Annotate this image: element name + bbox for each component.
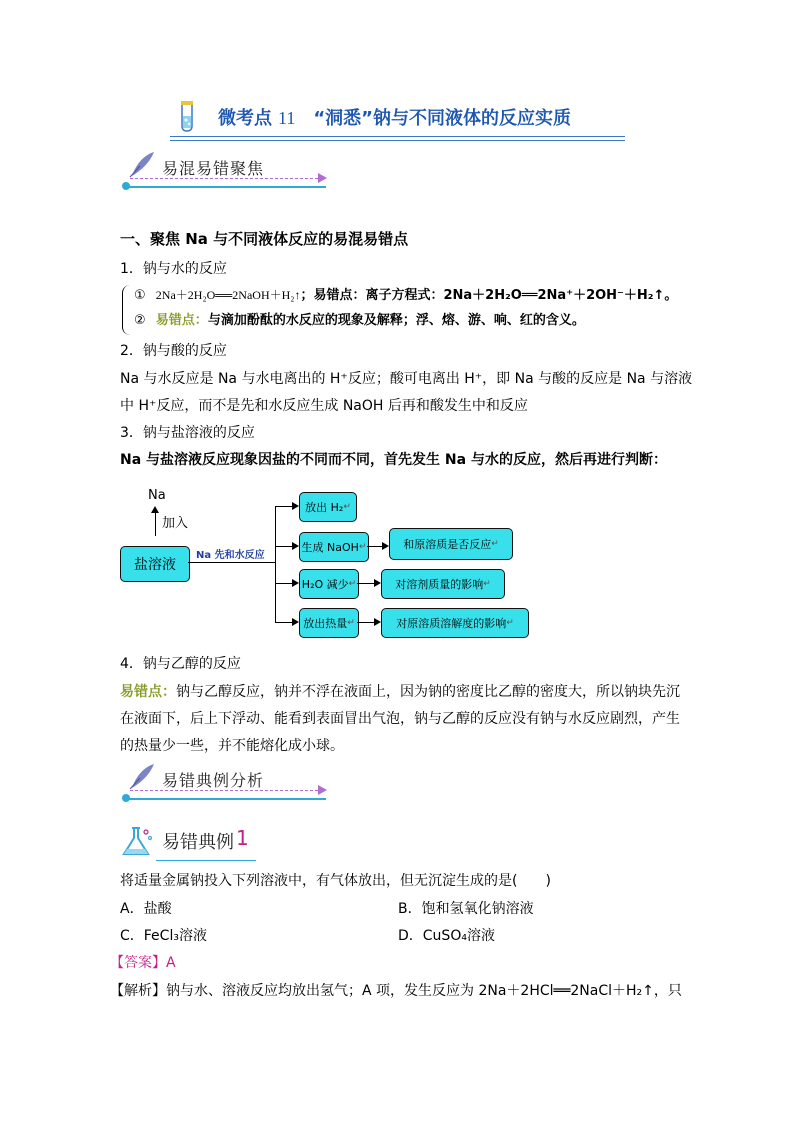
option-d: D．CuSO₄溶液 bbox=[398, 928, 495, 944]
feather-icon bbox=[126, 762, 156, 790]
item1-line2: ② 易错点：与滴加酚酞的水反应的现象及解释；浮、熔、游、响、红的含义。 bbox=[134, 313, 585, 328]
page-title: 微考点 11 “洞悉”钠与不同液体的反应实质 bbox=[218, 108, 572, 129]
section-header-confusions: 易混易错聚焦 bbox=[122, 150, 342, 200]
flow-box-h2: 放出 H₂ ↵ bbox=[299, 492, 357, 522]
edge-label: Na 先和水反应 bbox=[196, 550, 265, 561]
salt-solution-box: 盐溶液 bbox=[120, 546, 190, 582]
title-block bbox=[170, 98, 630, 144]
answer-line: 【答案】A bbox=[110, 955, 176, 971]
example-question: 将适量金属钠投入下列溶液中，有气体放出，但无沉淀生成的是( ) bbox=[120, 873, 551, 889]
item2-heading: 2．钠与酸的反应 bbox=[120, 343, 227, 359]
add-label: 加入 bbox=[162, 516, 189, 531]
brace bbox=[122, 285, 131, 335]
flow-box-solvent: 对溶剂质量的影响 ↵ bbox=[381, 569, 505, 599]
flow-box-heat: 放出热量 ↵ bbox=[299, 608, 359, 638]
item2-para: Na 与水反应是 Na 与水电离出的 H⁺反应；酸可电离出 H⁺，即 Na 与酸的反应是 Na 与溶液 bbox=[120, 371, 693, 387]
item4-para: 的热量少一些，并不能熔化成小球。 bbox=[120, 738, 344, 754]
item3-para: Na 与盐溶液反应现象因盐的不同而不同，首先发生 Na 与水的反应，然后再进行判断： bbox=[120, 452, 667, 468]
item4-para: 易错点：钠与乙醇反应，钠并不浮在液面上，因为钠的密度比乙醇的密度大，所以钠块先沉 bbox=[120, 684, 680, 700]
item3-heading: 3．钠与盐溶液的反应 bbox=[120, 425, 255, 441]
na-label: Na bbox=[148, 488, 166, 503]
flask-icon bbox=[118, 824, 156, 858]
feather-icon bbox=[126, 150, 156, 178]
heading-one: 一、聚焦 Na 与不同液体反应的易混易错点 bbox=[120, 230, 409, 248]
item2-para: 中 H⁺反应，而不是先和水反应生成 NaOH 后再和酸发生中和反应 bbox=[120, 398, 528, 414]
title-underline bbox=[170, 140, 625, 141]
section-header-examples: 易错典例分析 bbox=[122, 762, 342, 812]
option-a: A．盐酸 bbox=[120, 901, 172, 917]
item4-para: 在液面下，后上下浮动、能看到表面冒出气泡，钠与乙醇的反应没有钠与水反应剧烈，产生 bbox=[120, 711, 680, 727]
reaction-flow-diagram bbox=[118, 484, 538, 644]
item1-line1: ① 2Na＋2H₂O══2NaOH＋H₂↑；易错点：离子方程式：2Na＋2H₂O══2Na⁺＋2OH⁻＋H₂↑。 bbox=[134, 288, 678, 303]
title-underline bbox=[170, 136, 625, 137]
beaker-icon bbox=[174, 98, 202, 134]
item1-heading: 1．钠与水的反应 bbox=[120, 261, 227, 277]
analysis-line: 【解析】钠与水、溶液反应均放出氢气；A 项，发生反应为 2Na＋2HCl══2NaCl＋H₂↑，只 bbox=[110, 983, 682, 999]
option-c: C．FeCl₃溶液 bbox=[120, 928, 207, 944]
flow-box-water: H₂O 减少 ↵ bbox=[299, 569, 359, 599]
flow-box-naoh: 生成 NaOH ↵ bbox=[299, 532, 369, 562]
example-header: 易错典例 1 bbox=[118, 822, 268, 866]
flow-box-solubility: 对原溶质溶解度的影响 ↵ bbox=[381, 608, 529, 638]
flow-box-solute-reaction: 和原溶质是否反应 ↵ bbox=[389, 528, 513, 560]
option-b: B．饱和氢氧化钠溶液 bbox=[398, 901, 534, 917]
item4-heading: 4．钠与乙醇的反应 bbox=[120, 656, 241, 672]
